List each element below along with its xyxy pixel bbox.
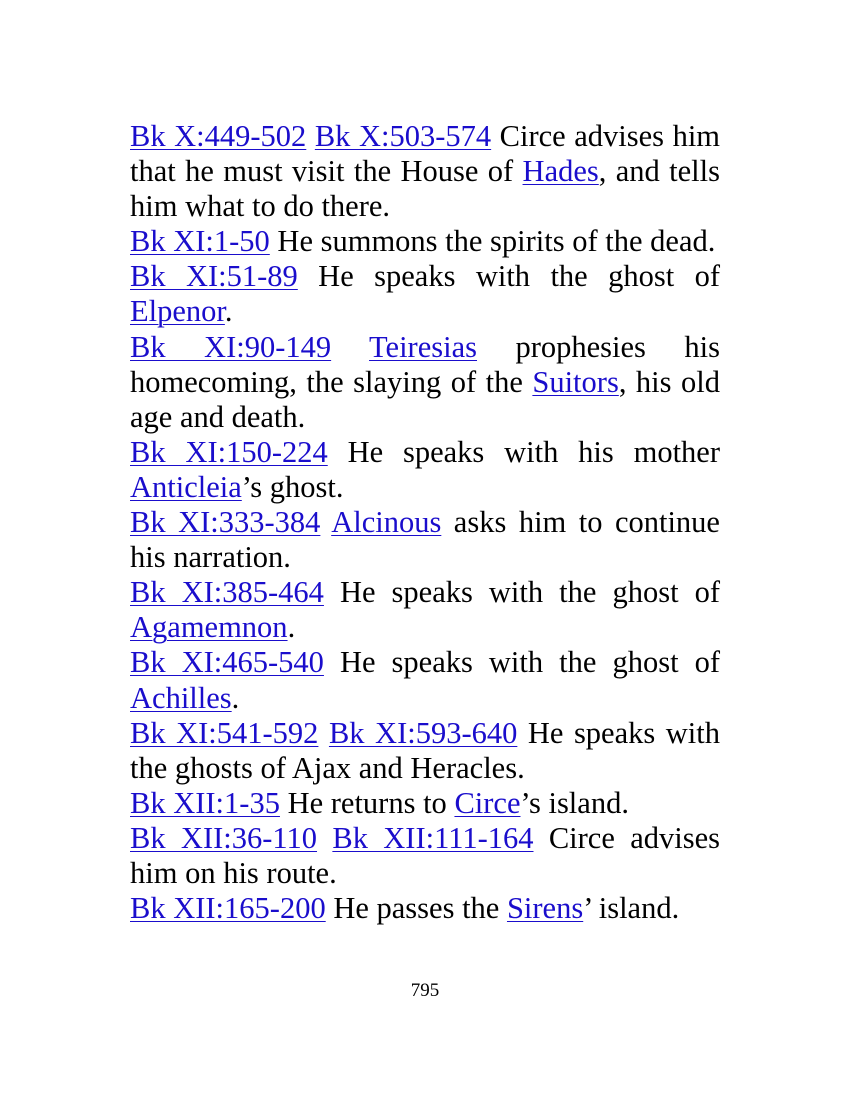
- reference-link[interactable]: Bk XI:465-540: [130, 645, 324, 680]
- entry-text: [331, 330, 369, 364]
- reference-link[interactable]: Bk X:449-502: [130, 119, 307, 153]
- entry-text: [320, 505, 331, 539]
- reference-link[interactable]: Bk X:503-574: [314, 119, 492, 153]
- entry: [130, 645, 720, 715]
- entry-text: He speaks with the ghost of: [297, 259, 720, 294]
- entry-text: prophesies his homecoming, the slaying of the: [130, 329, 720, 399]
- entry-text: He speaks with the ghost of: [323, 575, 720, 610]
- reference-link[interactable]: Bk XI:1-50: [130, 224, 270, 259]
- reference-link[interactable]: Agamemnon: [130, 610, 288, 645]
- reference-link[interactable]: Bk XII:111-164: [332, 820, 534, 855]
- entry: [130, 716, 720, 786]
- reference-link[interactable]: Bk XII:165-200: [130, 891, 326, 926]
- entry: [130, 821, 720, 891]
- reference-link[interactable]: Bk XI:90-149: [130, 329, 332, 364]
- entry-text: [318, 716, 329, 750]
- entry: [130, 786, 720, 821]
- entry-text: ’ island.: [583, 891, 680, 926]
- entry: [130, 259, 720, 329]
- reference-link[interactable]: Sirens: [506, 891, 584, 926]
- reference-link[interactable]: Bk XI:51-89: [130, 259, 298, 294]
- entry-text: .: [224, 294, 233, 329]
- entry: [130, 224, 720, 259]
- reference-link[interactable]: Bk XI:593-640: [328, 715, 518, 750]
- entry-text: He returns to: [279, 785, 455, 820]
- reference-link[interactable]: Anticleia: [130, 469, 242, 504]
- reference-link[interactable]: Achilles: [130, 680, 232, 715]
- reference-link[interactable]: Bk XII:1-35: [130, 785, 280, 820]
- reference-link[interactable]: Circe: [454, 785, 521, 820]
- entry-text: , and tells him what to do there.: [130, 154, 721, 224]
- entry-text: He summons the spirits of the dead.: [269, 224, 716, 259]
- entry-text: , his old age and death.: [130, 364, 720, 434]
- entry-text: He speaks with the ghosts of Ajax and Heracles.: [130, 715, 720, 785]
- reference-link[interactable]: Suitors: [532, 364, 619, 399]
- entry-text: Circe advises him that he must visit the House of: [130, 119, 721, 189]
- page-number: 795: [410, 980, 440, 1001]
- entry: [130, 119, 720, 224]
- entry-text: asks him to continue his narration.: [130, 505, 720, 575]
- reference-link[interactable]: Bk XI:150-224: [130, 434, 328, 469]
- reference-link[interactable]: Bk XI:541-592: [130, 715, 319, 750]
- reference-link[interactable]: Bk XII:36-110: [130, 820, 318, 855]
- entry-text: ’s island.: [520, 785, 629, 820]
- entry-text: [317, 821, 332, 855]
- entry-text: He passes the: [325, 891, 507, 926]
- entry-text: ’s ghost.: [241, 469, 344, 504]
- document-body: [130, 119, 720, 926]
- reference-link[interactable]: Teiresias: [369, 329, 478, 364]
- entry: [130, 435, 720, 505]
- entry-text: [306, 119, 315, 153]
- entry-text: He speaks with the ghost of: [323, 645, 720, 680]
- reference-link[interactable]: Hades: [522, 154, 599, 189]
- entry: [130, 575, 720, 645]
- entry-text: .: [287, 610, 296, 645]
- entry: [130, 891, 720, 926]
- entry-text: He speaks with his mother: [327, 434, 720, 469]
- entry: [130, 330, 720, 435]
- reference-link[interactable]: Alcinous: [331, 505, 442, 540]
- entry: [130, 505, 720, 575]
- entry-text: .: [231, 680, 240, 715]
- reference-link[interactable]: Elpenor: [130, 294, 225, 329]
- reference-link[interactable]: Bk XI:385-464: [130, 575, 324, 610]
- entry-text: Circe advises him on his route.: [130, 820, 720, 890]
- reference-link[interactable]: Bk XI:333-384: [130, 505, 321, 540]
